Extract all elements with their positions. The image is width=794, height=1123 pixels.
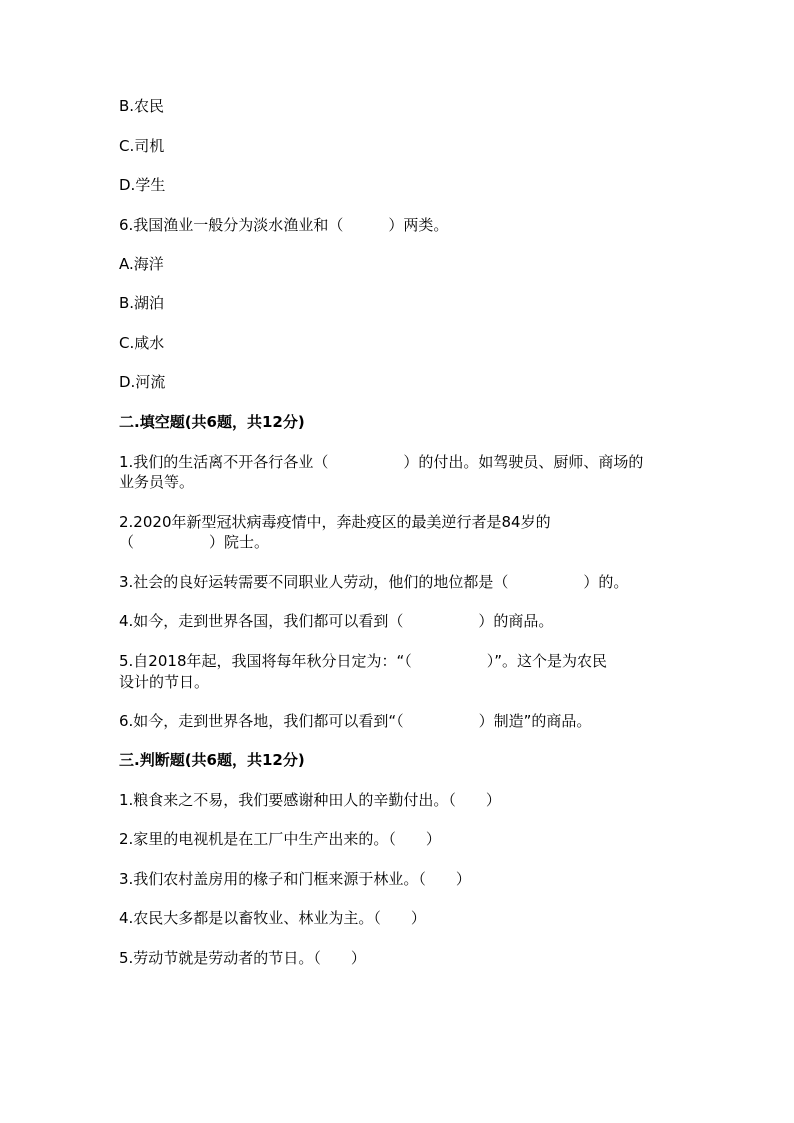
fill-item-1-line2: 业务员等。 <box>119 473 195 491</box>
section-3-title: 三.判断题(共6题，共12分) <box>119 751 305 769</box>
fill-item-2-line2: （ ）院士。 <box>119 533 270 551</box>
fill-item-1-line1: 1.我们的生活离不开各行各业（ ）的付出。如驾驶员、厨师、商场的 <box>119 453 644 471</box>
judge-item-5: 5.劳动节就是劳动者的节日。（ ） <box>119 949 366 967</box>
question-6-option-d: D.河流 <box>119 373 166 391</box>
fill-item-3: 3.社会的良好运转需要不同职业人劳动，他们的地位都是（ ）的。 <box>119 573 629 591</box>
question-6-option-c: C.咸水 <box>119 334 165 352</box>
judge-item-1: 1.粮食来之不易，我们要感谢种田人的辛勤付出。（ ） <box>119 791 501 809</box>
judge-item-4: 4.农民大多都是以畜牧业、林业为主。（ ） <box>119 909 426 927</box>
question-6-stem: 6.我国渔业一般分为淡水渔业和（ ）两类。 <box>119 216 449 234</box>
judge-item-3: 3.我们农村盖房用的椽子和门框来源于林业。（ ） <box>119 870 471 888</box>
option-c-driver: C.司机 <box>119 137 165 155</box>
fill-item-6: 6.如今，走到世界各地，我们都可以看到“（ ）制造”的商品。 <box>119 712 592 730</box>
fill-item-5-line2: 设计的节日。 <box>119 673 210 691</box>
option-b-farmer: B.农民 <box>119 97 165 115</box>
option-d-student: D.学生 <box>119 176 166 194</box>
question-6-option-b: B.湖泊 <box>119 294 165 312</box>
question-6-option-a: A.海洋 <box>119 255 164 273</box>
fill-item-2-line1: 2.2020年新型冠状病毒疫情中，奔赴疫区的最美逆行者是84岁的 <box>119 513 551 531</box>
fill-item-5-line1: 5.自2018年起，我国将每年秋分日定为：“（ ）”。这个是为农民 <box>119 652 608 670</box>
judge-item-2: 2.家里的电视机是在工厂中生产出来的。（ ） <box>119 830 441 848</box>
fill-item-4: 4.如今，走到世界各国，我们都可以看到（ ）的商品。 <box>119 612 554 630</box>
section-2-title: 二.填空题(共6题，共12分) <box>119 413 305 431</box>
